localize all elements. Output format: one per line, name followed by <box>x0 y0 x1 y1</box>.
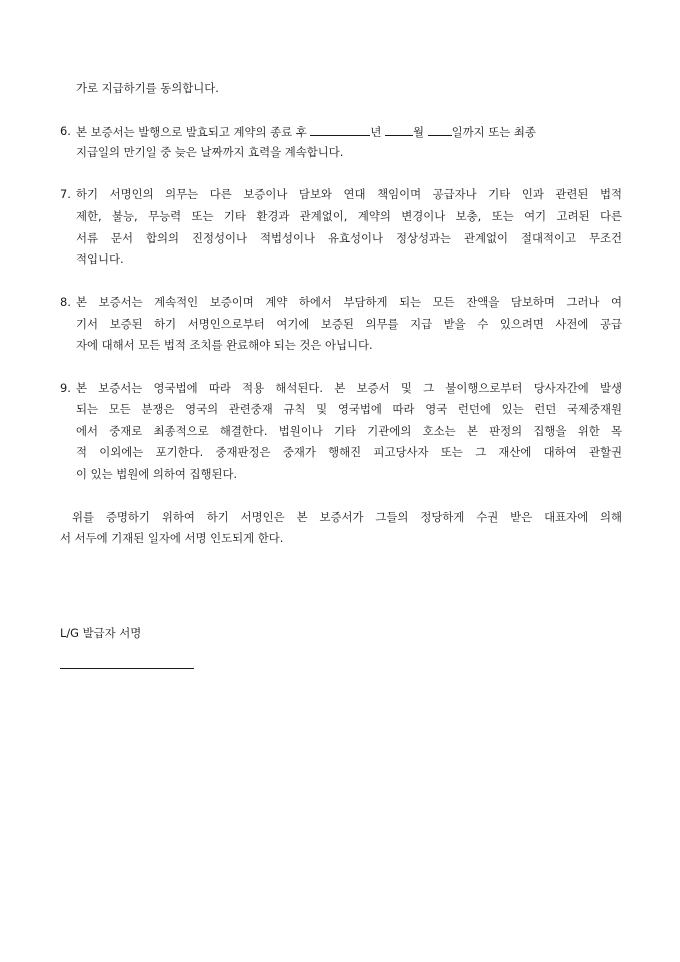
clause-9-line-5: 이 있는 법원에 의하여 집행된다. <box>76 467 238 481</box>
clause-7-line-1: 하기 서명인의 의무는 다른 보증이나 담보와 연대 책임이며 공급자나 기타 인과 관련된 법적 <box>76 187 622 201</box>
clause-8-line-3: 자에 대해서 모든 법적 조치를 완료해야 되는 것은 아닙니다. <box>76 338 373 352</box>
intro-line: 가로 지급하기를 동의합니다. <box>76 81 219 95</box>
clause-6-text-a: 본 보증서는 발행으로 발효되고 계약의 종료 후 <box>76 125 311 139</box>
month-blank <box>385 124 413 136</box>
year-blank <box>310 124 370 136</box>
witness-line-2: 서 서두에 기재된 일자에 서명 인도되게 한다. <box>60 531 284 545</box>
clause-6-text-c: 월 <box>413 125 428 139</box>
clause-6-text-d: 일까지 또는 최종 <box>451 125 536 139</box>
clause-9-line-2: 되는 모든 분쟁은 영국의 관련중재 규칙 및 영국법에 따라 영국 런던에 있는 런던 국제중재원 <box>76 402 622 416</box>
signature-line <box>60 668 194 669</box>
clause-6-text-b: 년 <box>370 125 386 139</box>
clause-9-number: 9. <box>60 381 71 395</box>
clause-8-line-1: 본 보증서는 계속적인 보증이며 계약 하에서 부담하게 되는 모든 잔액을 담보하며 그러나 여 <box>76 295 622 309</box>
clause-9-line-4: 적 이외에는 포기한다. 중재판정은 중재가 행해진 피고당사자 또는 그 재산에 대하여 관할권 <box>76 445 622 459</box>
clause-7-line-2: 제한, 불능, 무능력 또는 기타 환경과 관계없이, 계약의 변경이나 보충, 또는 여기 고려된 다른 <box>76 209 622 223</box>
clause-9-line-3: 에서 중재로 최종적으로 해결한다. 법원이나 기타 기관에의 호소는 본 판정의 집행을 위한 목 <box>76 424 622 438</box>
clause-8-number: 8. <box>60 295 71 309</box>
clause-6-line-1 <box>76 124 622 139</box>
clause-6-line-2: 지급일의 만기일 중 늦은 날짜까지 효력을 계속합니다. <box>76 145 344 159</box>
clause-6-number: 6. <box>60 124 71 138</box>
clause-8-line-2: 기서 보증된 하기 서명인으로부터 여기에 보증된 의무를 지급 받을 수 있으려면 사전에 공급 <box>76 317 622 331</box>
signature-label: L/G 발급자 서명 <box>60 626 142 640</box>
clause-7-line-4: 적입니다. <box>76 252 124 266</box>
witness-line-1: 위를 증명하기 위하여 하기 서명인은 본 보증서가 그들의 정당하게 수권 받은 대표자에 의해 <box>72 510 622 524</box>
clause-7-line-3: 서류 문서 합의의 진정성이나 적법성이나 유효성이나 정상성과는 관계없이 절대적이고 무조건 <box>76 231 622 245</box>
day-blank <box>428 124 452 136</box>
clause-9-line-1: 본 보증서는 영국법에 따라 적용 해석된다. 본 보증서 및 그 불이행으로부터 당사자간에 발생 <box>76 381 622 395</box>
clause-7-number: 7. <box>60 187 71 201</box>
